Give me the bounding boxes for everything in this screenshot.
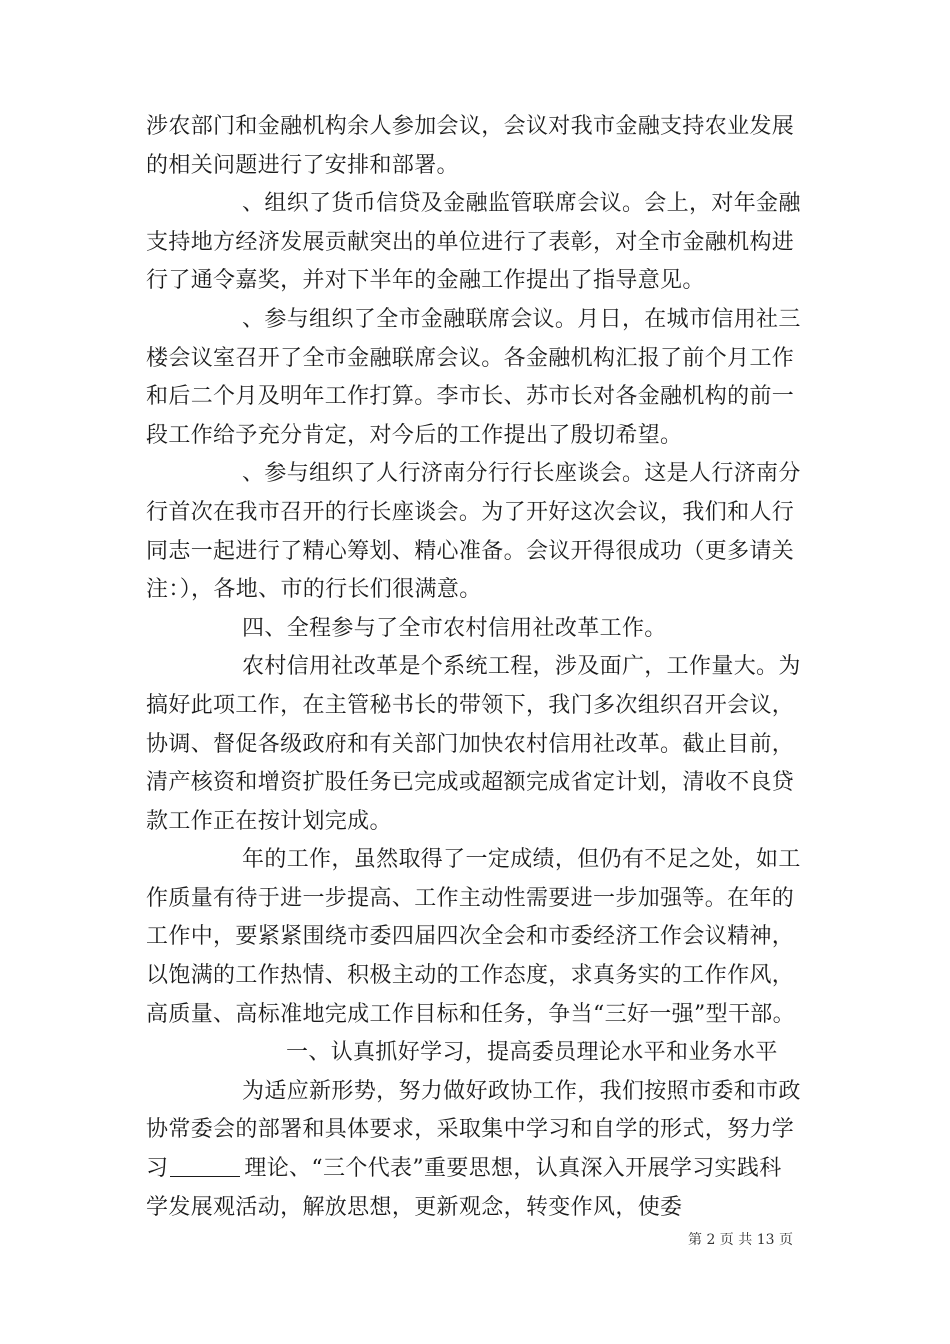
text-line: 楼会议室召开了全市金融联席会议。各金融机构汇报了前个月工作 (146, 345, 795, 371)
text-line: 为适应新形势，努力做好政协工作，我们按照市委和市政 (242, 1078, 801, 1104)
text-line: 涉农部门和金融机构余人参加会议，会议对我市金融支持农业发展 (146, 114, 795, 139)
text-line: 协常委会的部署和具体要求，采取集中学习和自学的形式，努力学 (146, 1117, 795, 1143)
text-line: 搞好此项工作，在主管秘书长的带领下，我门多次组织召开会议， (146, 692, 795, 718)
text-line: 、参与组织了人行济南分行行长座谈会。这是人行济南分 (242, 461, 801, 487)
text-segment: 理论、“三个代表”重要思想，认真深入开展学习实践科 (244, 1156, 782, 1182)
text-line-with-blank (146, 1150, 806, 1189)
text-line: 协调、督促各级政府和有关部门加快农村信用社改革。截止目前， (146, 731, 795, 757)
text-line: 、参与组织了全市金融联席会议。月日，在城市信用社三 (242, 306, 801, 332)
text-line: 、组织了货币信贷及金融监管联席会议。会上，对年金融 (242, 191, 801, 217)
section-heading: 一、认真抓好学习，提高委员理论水平和业务水平 (286, 1040, 778, 1066)
document-body (146, 108, 806, 1227)
text-segment: 习 (146, 1156, 169, 1182)
text-line: 段工作给予充分肯定，对今后的工作提出了殷切希望。 (146, 422, 683, 448)
text-line: 年的工作，虽然取得了一定成绩，但仍有不足之处，如工 (242, 847, 801, 873)
text-line: 注：），各地、市的行长们很满意。 (146, 577, 482, 603)
text-line: 作质量有待于进一步提高、工作主动性需要进一步加强等。在年的 (146, 885, 795, 911)
text-line: 行了通令嘉奖，并对下半年的金融工作提出了指导意见。 (146, 268, 705, 294)
text-line: 支持地方经济发展贡献突出的单位进行了表彰，对全市金融机构进 (146, 229, 795, 255)
text-line: 清产核资和增资扩股任务已完成或超额完成省定计划，清收不良贷 (146, 770, 795, 796)
text-line: 农村信用社改革是个系统工程，涉及面广，工作量大。为 (242, 654, 801, 680)
text-line: 以饱满的工作热情、积极主动的工作态度，求真务实的工作作风， (146, 963, 795, 989)
text-line: 的相关问题进行了安排和部署。 (146, 152, 459, 178)
text-line: 学发展观活动，解放思想，更新观念，转变作风，使委 (146, 1194, 683, 1220)
text-line: 高质量、高标准地完成工作目标和任务，争当“三好一强”型干部。 (146, 1001, 795, 1027)
fill-in-blank (170, 1156, 240, 1177)
text-line: 行首次在我市召开的行长座谈会。为了开好这次会议，我们和人行 (146, 499, 795, 525)
text-line: 款工作正在按计划完成。 (146, 808, 392, 834)
text-line: 同志一起进行了精心筹划、精心准备。会议开得很成功（更多请关 (146, 538, 795, 564)
section-heading: 四、全程参与了全市农村信用社改革工作。 (242, 615, 667, 641)
text-line: 和后二个月及明年工作打算。李市长、苏市长对各金融机构的前一 (146, 384, 795, 410)
text-line: 工作中，要紧紧围绕市委四届四次全会和市委经济工作会议精神， (146, 924, 795, 950)
page-number: 第 2 页 共 13 页 (688, 1232, 793, 1248)
